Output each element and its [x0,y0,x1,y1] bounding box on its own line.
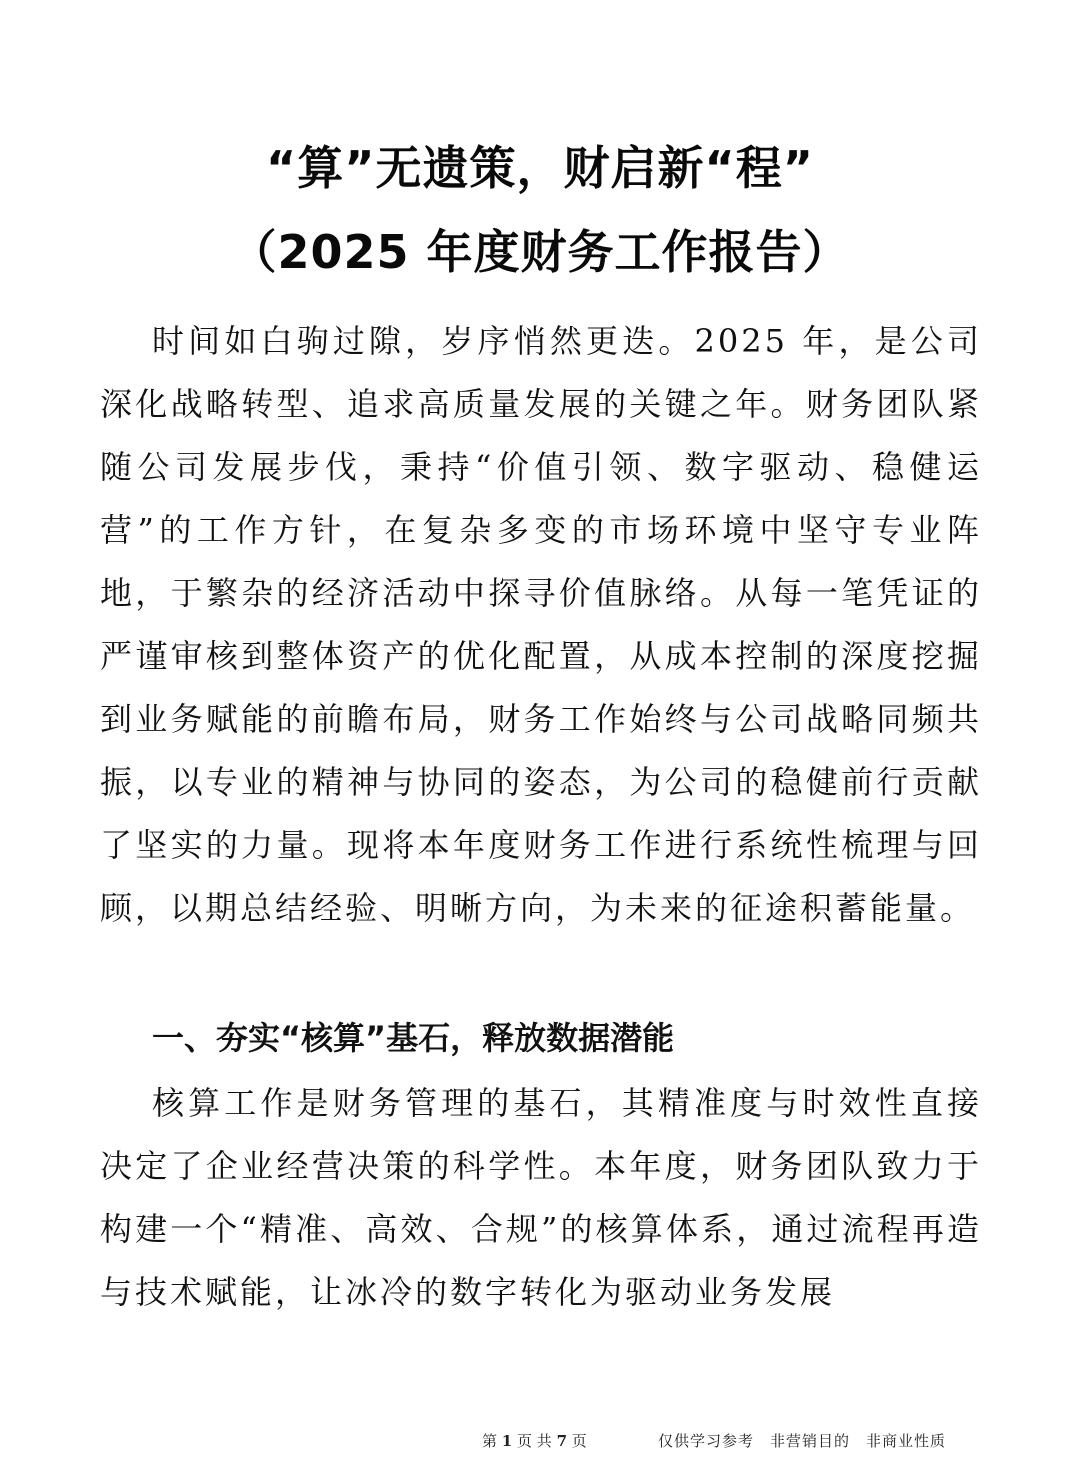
page-prefix: 第 [482,1432,498,1450]
total-pages: 7 [556,1432,568,1450]
section-paragraph: 核算工作是财务管理的基石，其精准度与时效性直接决定了企业经营决策的科学性。本年度，财务团队致力于构建一个“精准、高效、合规”的核算体系，通过流程再造与技术赋能，让冰冷的数字转化为驱动业务发展 [100,1084,982,1311]
document-subtitle: （2025 年度财务工作报告） [230,225,850,279]
document-title: “算”无遗策，财启新“程” [266,141,814,195]
page-middle: 页 共 [517,1432,552,1450]
page-suffix: 页 [571,1432,587,1450]
current-page: 1 [501,1432,513,1450]
intro-paragraph: 时间如白驹过隙，岁序悄然更迭。2025 年，是公司深化战略转型、追求高质量发展的关键之年。财务团队紧随公司发展步伐，秉持“价值引领、数字驱动、稳健运营”的工作方针，在复杂多变的市场环境中坚守专业阵地，于繁杂的经济活动中探寻价值脉络。从每一笔凭证的严谨审核到整体资产的优化配置，从成本控制的深度挖掘到业务赋能的前瞻布局，财务工作始终与公司战略同频共振，以专业的精神与协同的姿态，为公司的稳健前行贡献了坚实的力量。现将本年度财务工作进行系统性梳理与回顾，以期总结经验、明晰方向，为未来的征途积蓄能量。 [100,322,982,927]
page-number [482,1430,587,1452]
section-heading: 一、夯实“核算”基石，释放数据潜能 [152,1019,675,1057]
usage-notice: 仅供学习参考 非营销目的 非商业性质 [658,1432,947,1450]
